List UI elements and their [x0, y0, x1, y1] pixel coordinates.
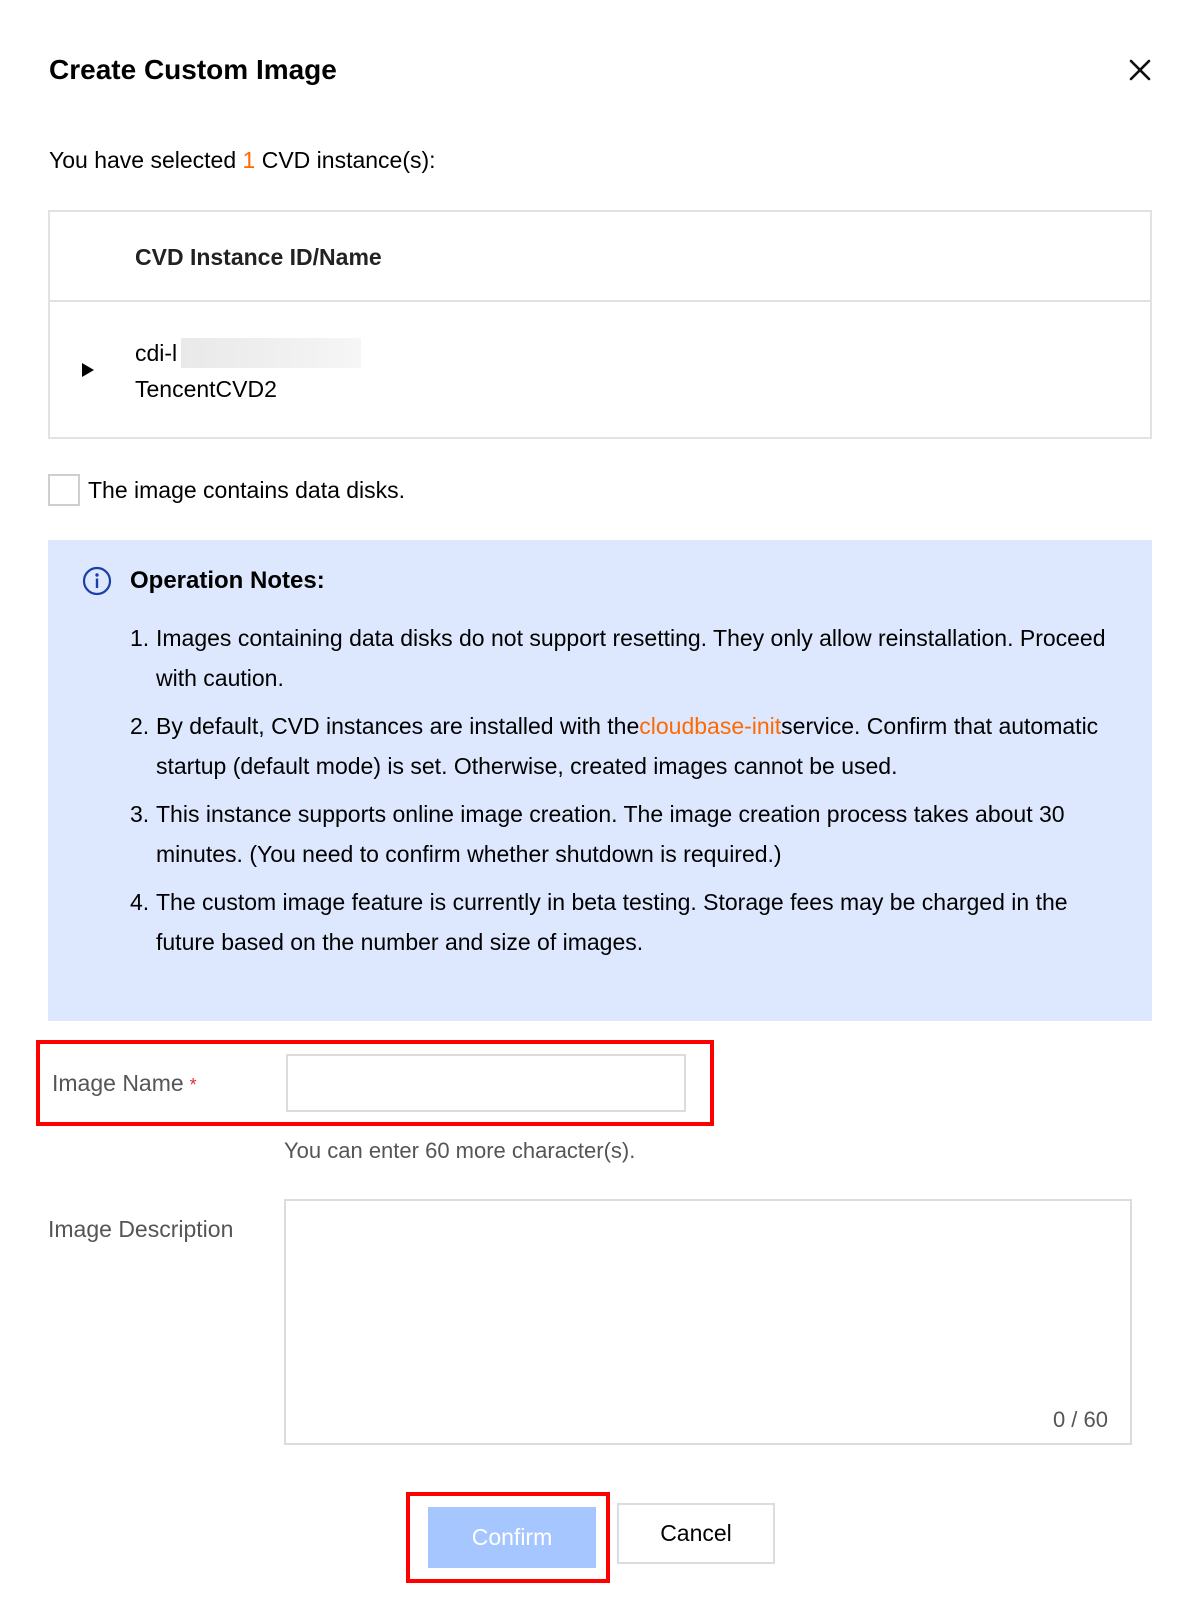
note-text: Images containing data disks do not support resetting. They only allow reinstallation. Proceed with caution. — [156, 625, 1106, 691]
note-item — [130, 618, 1130, 698]
notes-list — [130, 618, 1130, 970]
confirm-button[interactable]: Confirm — [428, 1507, 596, 1568]
image-name-input[interactable] — [286, 1054, 686, 1112]
image-name-hint: You can enter 60 more character(s). — [284, 1138, 636, 1163]
image-description-textarea[interactable] — [286, 1201, 1130, 1443]
column-header-instance: CVD Instance ID/Name — [135, 244, 382, 270]
selected-count-text — [49, 145, 436, 175]
cloudbase-init-link[interactable]: cloudbase-init — [639, 713, 782, 739]
required-mark: * — [189, 1075, 197, 1095]
image-description-label: Image Description — [48, 1216, 234, 1242]
confirm-highlight — [406, 1492, 610, 1583]
table-header — [50, 212, 1150, 302]
selected-prefix: You have selected — [49, 147, 243, 173]
note-number: 2. — [130, 713, 150, 739]
description-counter: 0 / 60 — [1052, 1407, 1108, 1432]
note-number: 1. — [130, 625, 150, 651]
note-item — [130, 706, 1130, 786]
note-number: 4. — [130, 889, 150, 915]
instance-id: cdi-l — [135, 340, 178, 366]
image-name-label-text: Image Name — [52, 1070, 184, 1096]
selected-suffix: CVD instance(s): — [255, 147, 436, 173]
instance-table — [48, 210, 1152, 439]
note-text: The custom image feature is currently in beta testing. Storage fees may be charged in the future based on the number and size of images. — [156, 889, 1068, 955]
note-item — [130, 882, 1130, 962]
image-description-box — [284, 1199, 1132, 1445]
table-row — [50, 302, 1150, 439]
note-item — [130, 794, 1130, 874]
close-icon — [1124, 54, 1156, 86]
image-name-highlight — [36, 1040, 714, 1126]
note-number: 3. — [130, 801, 150, 827]
info-icon — [82, 566, 112, 596]
caret-right-icon[interactable] — [80, 360, 96, 380]
note-text-before: By default, CVD instances are installed with the — [156, 713, 640, 739]
redacted-mask — [181, 338, 361, 368]
image-name-label — [52, 1068, 197, 1100]
note-text: This instance supports online image creation. The image creation process takes about 30 minutes. (You need to confirm whether shutdown is required.) — [156, 801, 1065, 867]
note-text-after: service. Confirm that automatic startup (default mode) is set. Otherwise, created images cannot be used. — [156, 713, 1099, 779]
instance-name: TencentCVD2 — [135, 376, 277, 402]
notes-title: Operation Notes: — [130, 567, 325, 594]
operation-notes — [48, 540, 1152, 1021]
cancel-button[interactable]: Cancel — [617, 1503, 775, 1564]
close-button[interactable] — [1124, 54, 1156, 86]
selected-count: 1 — [242, 147, 256, 173]
dialog-title: Create Custom Image — [49, 54, 337, 85]
data-disks-checkbox[interactable] — [48, 474, 80, 506]
data-disks-label: The image contains data disks. — [88, 477, 406, 503]
